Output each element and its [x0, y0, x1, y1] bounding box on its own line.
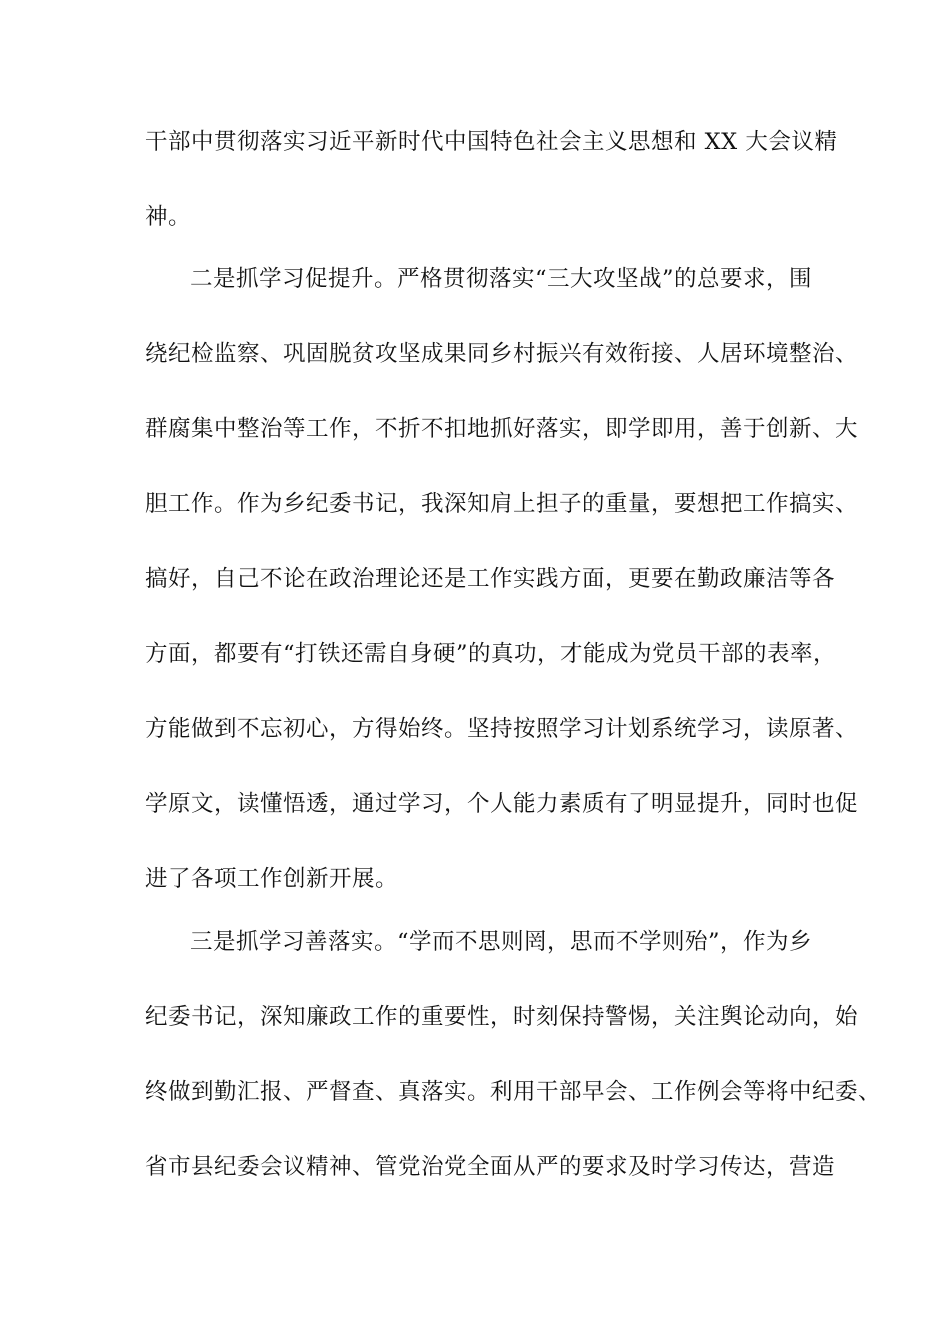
text-line: 胆工作。作为乡纪委书记，我深知肩上担子的重量，要想把工作搞实、	[145, 491, 859, 517]
text-line: 搞好，自己不论在政治理论还是工作实践方面，更要在勤政廉洁等各	[145, 566, 836, 592]
text-line: 绕纪检监察、巩固脱贫攻坚成果同乡村振兴有效衔接、人居环境整治、	[145, 341, 859, 367]
text-line: 方能做到不忘初心，方得始终。坚持按照学习计划系统学习，读原著、	[145, 716, 859, 742]
text-line: 纪委书记，深知廉政工作的重要性，时刻保持警惕，关注舆论动向，始	[145, 1004, 859, 1030]
text-line: 干部中贯彻落实习近平新时代中国特色社会主义思想和 XX 大会议精	[145, 129, 838, 155]
text-line: 学原文，读懂悟透，通过学习，个人能力素质有了明显提升，同时也促	[145, 791, 859, 817]
text-line: 终做到勤汇报、严督查、真落实。利用干部早会、工作例会等将中纪委、	[145, 1079, 882, 1105]
text-line: 群腐集中整治等工作，不折不扣地抓好落实，即学即用，善于创新、大	[145, 416, 859, 442]
text-line: 神。	[145, 204, 192, 230]
text-line: 省市县纪委会议精神、管党治党全面从严的要求及时学习传达，营造	[145, 1154, 836, 1180]
text-line: 进了各项工作创新开展。	[145, 866, 399, 892]
paragraph-first-line: 二是抓学习促提升。严格贯彻落实“三大攻坚战”的总要求，围	[190, 266, 813, 292]
text-line: 方面，都要有“打铁还需自身硬”的真功，才能成为党员干部的表率，	[145, 641, 837, 667]
paragraph-first-line: 三是抓学习善落实。“学而不思则罔，思而不学则殆”，作为乡	[190, 929, 813, 955]
